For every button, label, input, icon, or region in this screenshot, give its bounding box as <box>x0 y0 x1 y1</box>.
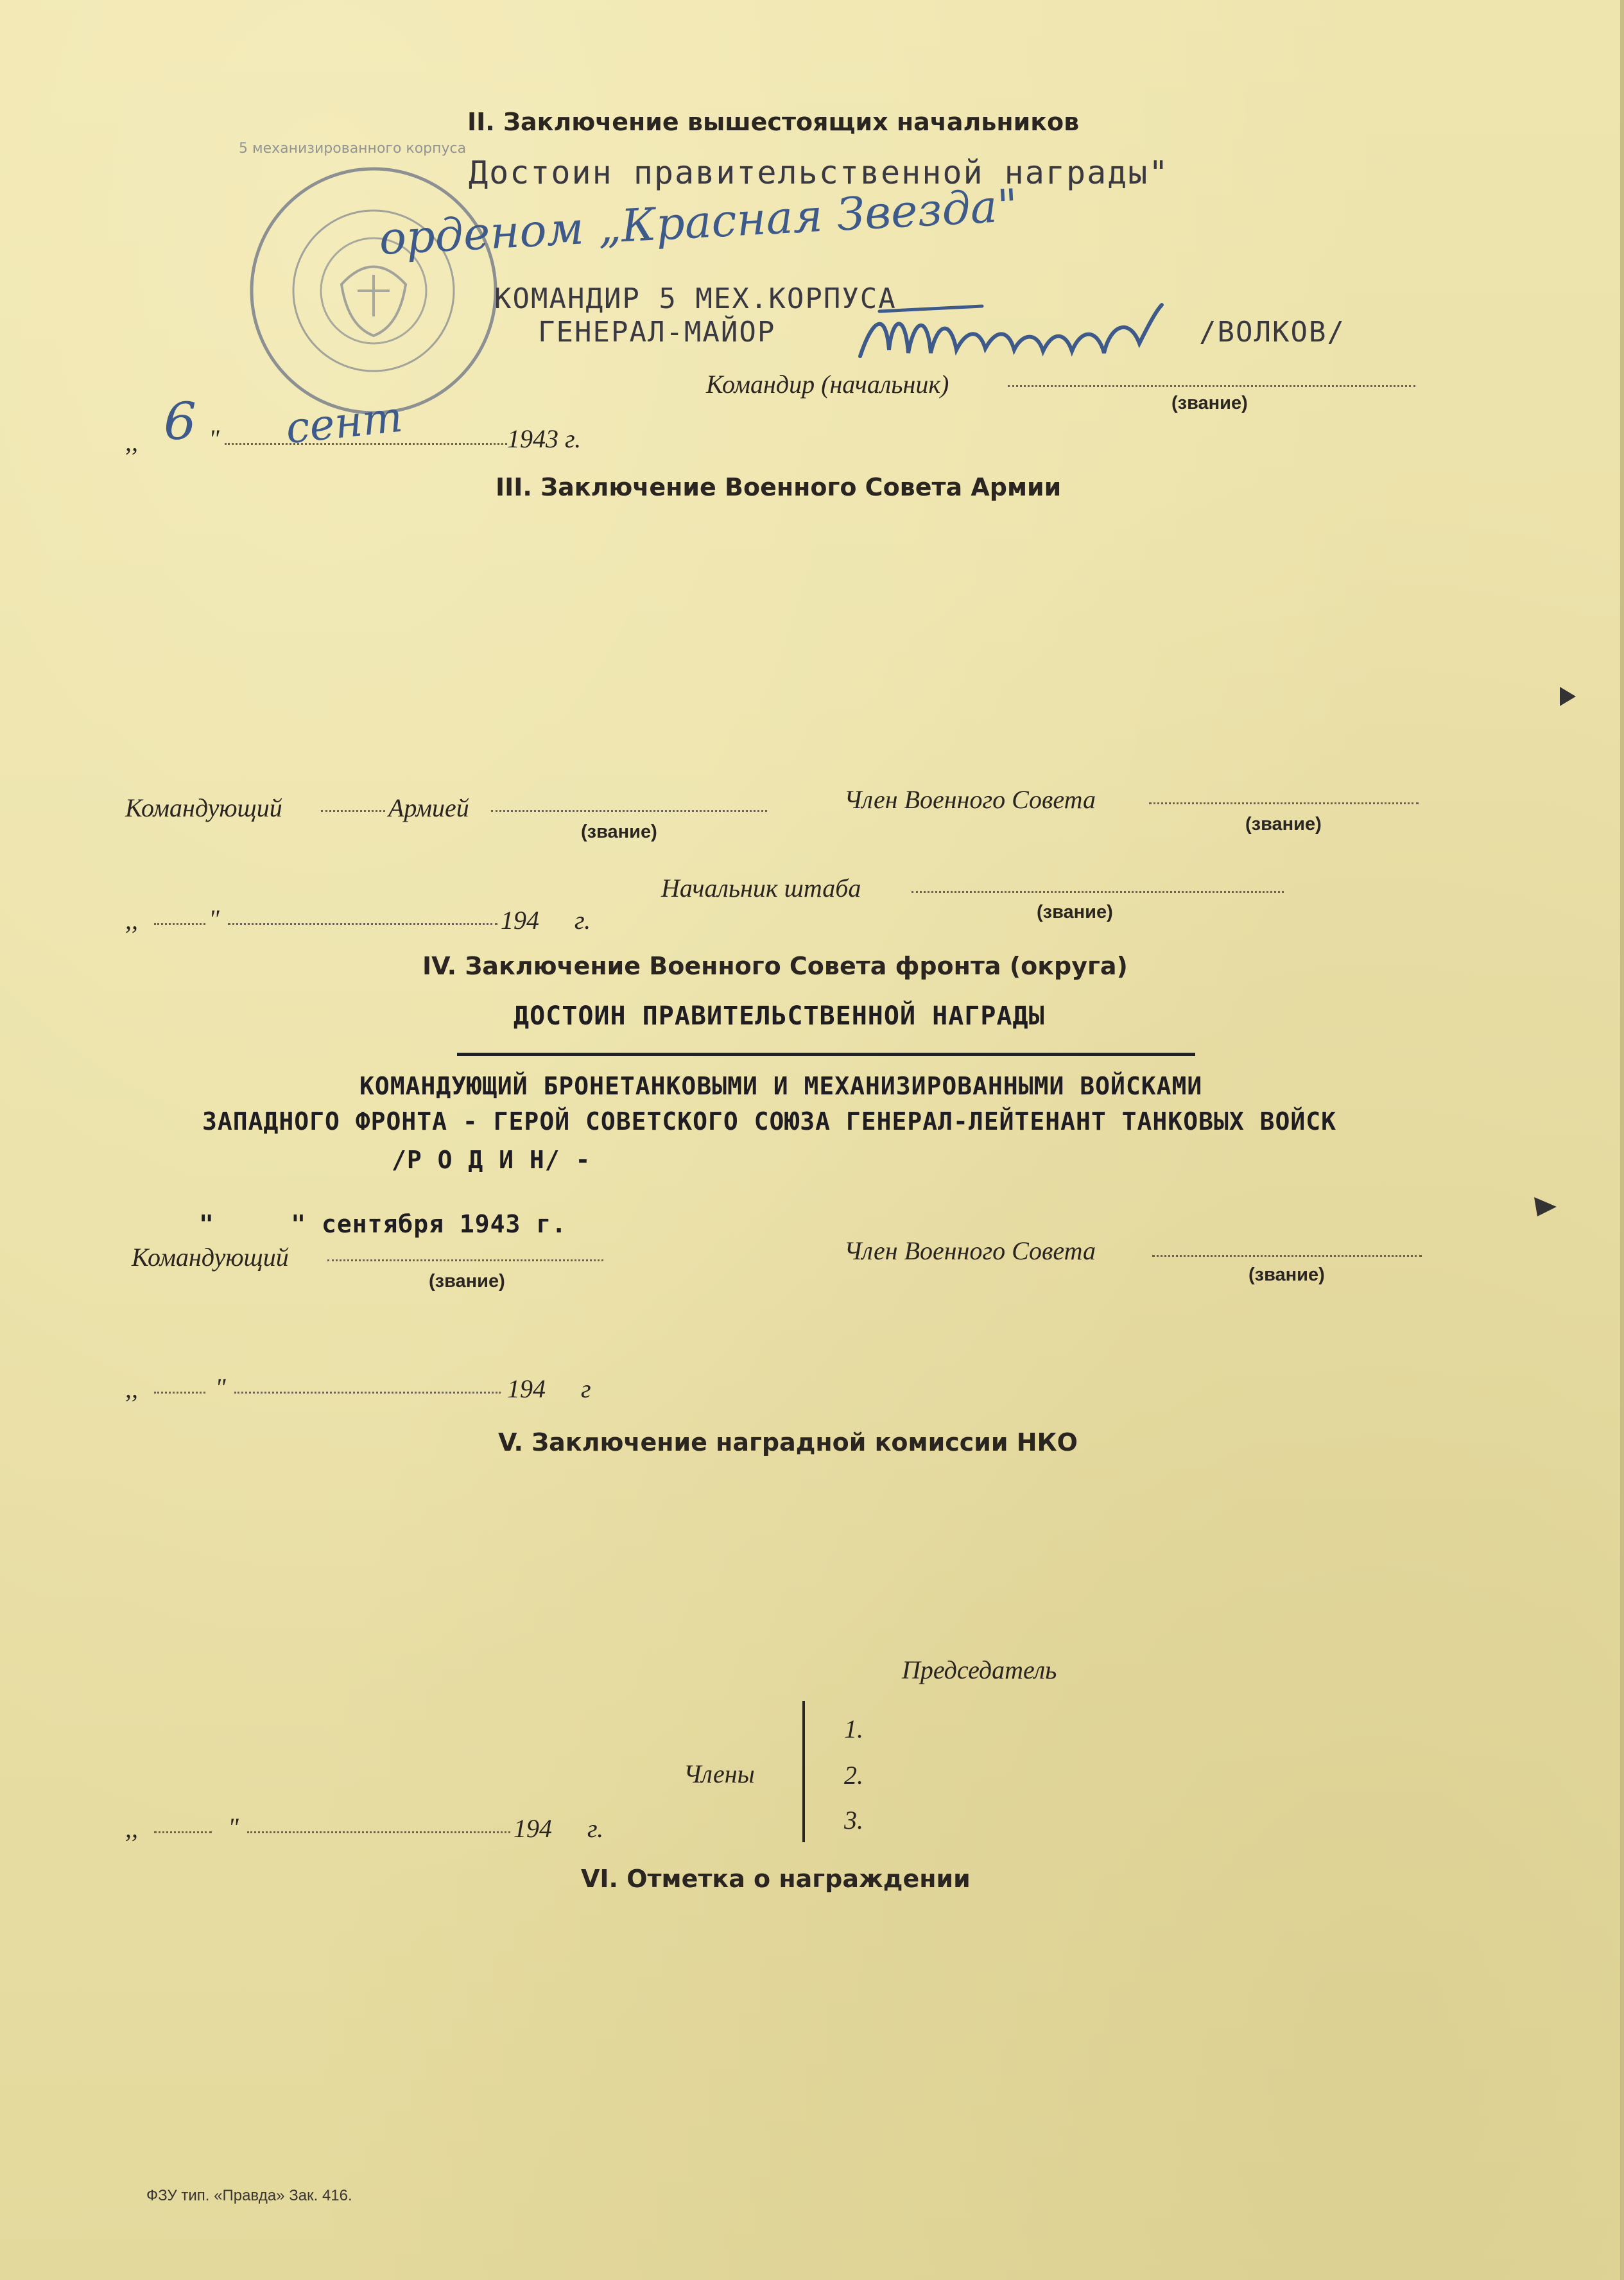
section-6-heading: VI. Отметка о награждении <box>581 1865 971 1893</box>
front-date-year: 194 <box>507 1374 546 1403</box>
typed-commander-name: /ВОЛКОВ/ <box>1199 316 1345 349</box>
chief-of-staff-label: Начальник штаба <box>661 874 861 902</box>
front-date-close-quote: " <box>215 1373 226 1402</box>
typed-signer-line-3: /Р О Д И Н/ - <box>392 1146 591 1174</box>
handwritten-month: сент <box>283 392 405 454</box>
typed-commander-rank: ГЕНЕРАЛ-МАЙОР <box>538 316 776 349</box>
stamp-ring-text: 5 механизированного корпуса <box>239 141 467 157</box>
front-date-suffix: г <box>581 1374 591 1403</box>
chief-of-staff-line <box>911 891 1284 893</box>
rank-caption-chief: (звание) <box>1037 902 1113 922</box>
members-label: Члены <box>684 1759 755 1788</box>
official-stamp <box>239 141 508 429</box>
member-number-3: 3. <box>844 1806 863 1835</box>
date-year: 1943 г. <box>507 424 582 453</box>
section-3-heading: III. Заключение Военного Совета Армии <box>496 473 1062 501</box>
army-council-member-line <box>1149 802 1419 804</box>
front-council-member-label: Член Военного Совета <box>844 1236 1096 1265</box>
commission-date-open-quote: ,, <box>125 1814 138 1843</box>
rank-caption-army-right: (звание) <box>1245 814 1322 834</box>
typed-front-date: " " сентября 1943 г. <box>199 1210 567 1238</box>
printer-imprint: ФЗУ тип. «Правда» Зак. 416. <box>146 2187 352 2204</box>
typed-worthy-award: Достоин правительственной награды" <box>469 154 1170 191</box>
front-date-open-quote: ,, <box>125 1374 138 1403</box>
army-date-month-line <box>228 923 497 925</box>
section-5-heading: V. Заключение наградной комиссии НКО <box>498 1428 1078 1456</box>
members-brace <box>802 1701 805 1842</box>
army-commander-line-a <box>321 810 385 812</box>
front-commander-line <box>327 1259 603 1261</box>
commission-date-year: 194 <box>514 1814 552 1843</box>
commission-date-suffix: г. <box>587 1814 604 1843</box>
commission-date-day-line <box>154 1831 212 1833</box>
army-date-suffix: г. <box>574 906 591 935</box>
commission-date-close-quote: " <box>228 1813 239 1842</box>
typed-signer-line-1: КОМАНДУЮЩИЙ БРОНЕТАНКОВЫМИ И МЕХАНИЗИРОВАННЫМИ ВОЙСКАМИ <box>359 1072 1203 1100</box>
army-commander-line-b <box>491 810 767 812</box>
rank-caption-front-left: (звание) <box>429 1271 505 1291</box>
typed-commander-title: КОМАНДИР 5 МЕХ.КОРПУСА <box>494 282 897 315</box>
member-number-2: 2. <box>844 1761 863 1790</box>
section-4-heading: IV. Заключение Военного Совета фронта (округа) <box>422 952 1128 980</box>
handwritten-day: 6 <box>164 392 196 451</box>
rank-caption-front-right: (звание) <box>1248 1265 1325 1285</box>
commander-dotted-line <box>1008 385 1415 387</box>
army-date-year: 194 <box>501 906 539 935</box>
army-label: Армией <box>388 793 469 822</box>
rank-caption: (звание) <box>1171 393 1248 413</box>
handwritten-order-red-star: орденом „Красная Звезда" <box>377 178 1019 266</box>
edge-marks <box>1521 674 1598 1252</box>
typed-signer-line-2: ЗАПАДНОГО ФРОНТА - ГЕРОЙ СОВЕТСКОГО СОЮЗА ГЕНЕРАЛ-ЛЕЙТЕНАНТ ТАНКОВЫХ ВОЙСК <box>202 1107 1336 1136</box>
chairman-label: Председатель <box>902 1655 1057 1684</box>
front-council-member-line <box>1152 1255 1422 1257</box>
rank-caption-army-left: (звание) <box>581 822 657 842</box>
front-commander-label: Командующий <box>132 1243 289 1272</box>
commander-signature <box>854 292 1213 376</box>
army-date-close-quote: " <box>209 904 220 933</box>
front-date-month-line <box>234 1392 501 1394</box>
commission-date-month-line <box>247 1831 510 1833</box>
member-number-1: 1. <box>844 1714 863 1743</box>
front-date-day-line <box>154 1392 205 1394</box>
date-close-quote: " <box>209 424 220 453</box>
army-date-open-quote: ,, <box>125 906 138 935</box>
army-date-day-line <box>154 923 205 925</box>
signature-rule <box>457 1053 1195 1056</box>
army-commander-label: Командующий <box>125 793 282 822</box>
section-2-heading: II. Заключение вышестоящих начальников <box>467 108 1080 136</box>
army-council-member-label: Член Военного Совета <box>844 785 1096 814</box>
date-open-quote: ,, <box>125 428 138 456</box>
typed-front-verdict: ДОСТОИН ПРАВИТЕЛЬСТВЕННОЙ НАГРАДЫ <box>514 1001 1045 1031</box>
commander-label: Командир (начальник) <box>706 370 949 399</box>
